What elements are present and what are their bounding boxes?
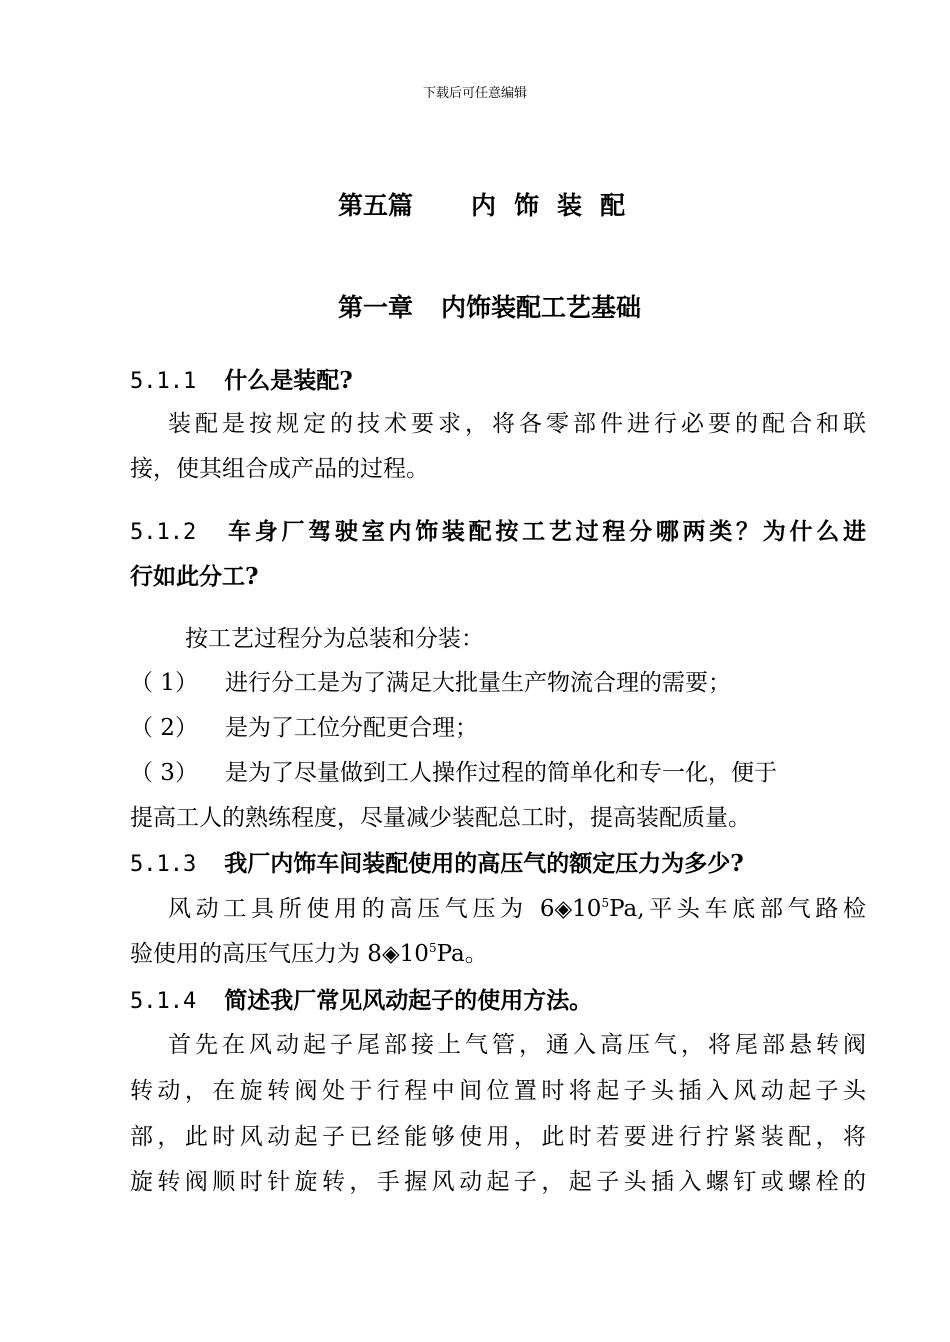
list-item bbox=[130, 754, 777, 787]
text-run: 风动工具所使用的高压气压为 6 bbox=[168, 896, 555, 922]
chapter-label: 第一章 bbox=[338, 293, 414, 322]
paragraph-line: 接，使其组合成产品的过程。 bbox=[130, 456, 429, 482]
list-item-text: 是为了尽量做到工人操作过程的简单化和专一化，便于 bbox=[225, 760, 777, 786]
section-number: 5.1.3 bbox=[130, 852, 197, 877]
paragraph-line: 装配是按规定的技术要求，将各零部件进行必要的配合和联 bbox=[168, 411, 866, 437]
part-title-char: 装 bbox=[557, 191, 583, 220]
section-title: 什么是装配? bbox=[224, 367, 353, 394]
section-number: 5.1.4 bbox=[130, 989, 197, 1014]
paragraph-line: 提高工人的熟练程度，尽量减少装配总工时，提高装配质量。 bbox=[130, 805, 751, 831]
list-item bbox=[130, 664, 731, 697]
text-run: Pa,平头车底部气路检 bbox=[609, 896, 866, 922]
section-heading bbox=[130, 982, 592, 1015]
list-item-text: 进行分工是为了满足大批量生产物流合理的需要； bbox=[225, 670, 731, 696]
text-run: Pa。 bbox=[436, 941, 488, 967]
section-title-cont: 行如此分工? bbox=[130, 563, 259, 590]
exponent: 5 bbox=[428, 941, 437, 955]
page-header-note: 下载后可任意编辑 bbox=[422, 86, 527, 101]
part-title-char: 内 bbox=[471, 191, 497, 220]
part-title-char: 配 bbox=[600, 191, 626, 220]
multiply-symbol: ◈ bbox=[381, 941, 400, 967]
multiply-symbol: ◈ bbox=[554, 896, 573, 922]
list-item-text: 是为了工位分配更合理； bbox=[225, 715, 478, 741]
paragraph-line: 旋转阀顺时针旋转，手握风动起子，起子头插入螺钉或螺栓的 bbox=[130, 1169, 866, 1195]
paragraph-line: 转动，在旋转阀处于行程中间位置时将起子头插入风动起子头 bbox=[130, 1078, 866, 1104]
part-label: 第五篇 bbox=[338, 191, 414, 220]
chapter-title bbox=[338, 288, 641, 324]
section-title: 车身厂驾驶室内饰装配按工艺过程分哪两类？为什么进 bbox=[224, 518, 866, 545]
section-heading bbox=[130, 845, 744, 878]
paragraph-line bbox=[130, 935, 488, 968]
section-title: 简述我厂常见风动起子的使用方法。 bbox=[224, 987, 593, 1014]
section-heading bbox=[130, 513, 866, 546]
list-item bbox=[130, 709, 478, 742]
paragraph-line: 首先在风动起子尾部接上气管，通入高压气，将尾部悬转阀 bbox=[168, 1032, 866, 1058]
part-title bbox=[338, 186, 625, 222]
part-title-char: 饰 bbox=[514, 191, 540, 220]
section-heading bbox=[130, 362, 353, 395]
paragraph-line: 按工艺过程分为总装和分装： bbox=[185, 626, 484, 652]
text-run: 10 bbox=[572, 896, 602, 922]
exponent: 5 bbox=[601, 896, 610, 910]
paragraph-line bbox=[168, 890, 866, 923]
section-number: 5.1.1 bbox=[130, 369, 197, 394]
list-item-number: （ 2） bbox=[130, 715, 198, 741]
chapter-name: 内饰装配工艺基础 bbox=[441, 293, 642, 322]
list-item-number: （ 3） bbox=[130, 760, 198, 786]
section-number: 5.1.2 bbox=[130, 520, 197, 545]
text-run: 10 bbox=[399, 941, 429, 967]
list-item-number: （ 1） bbox=[130, 670, 198, 696]
section-title: 我厂内饰车间装配使用的高压气的额定压力为多少? bbox=[224, 850, 744, 877]
paragraph-line: 部，此时风动起子已经能够使用，此时若要进行拧紧装配，将 bbox=[130, 1124, 866, 1150]
text-run: 验使用的高压气压力为 8 bbox=[130, 941, 382, 967]
